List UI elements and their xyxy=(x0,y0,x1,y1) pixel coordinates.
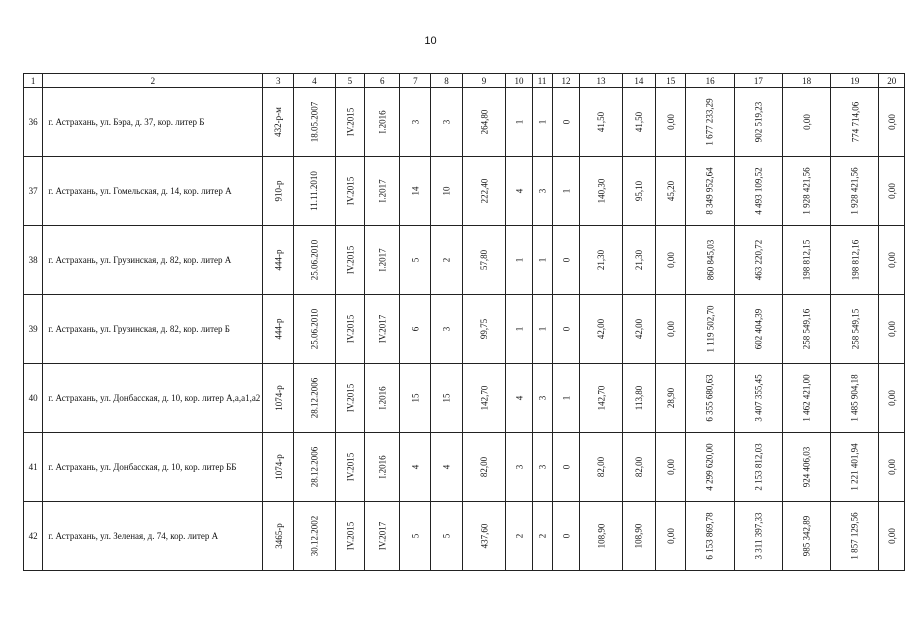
cell-value: I.2016 xyxy=(377,455,388,479)
cell-value: 0,00 xyxy=(886,459,897,475)
cell-value: 21,30 xyxy=(595,249,606,271)
cell-value: I.2016 xyxy=(377,110,388,134)
cell-c13 xyxy=(580,295,622,364)
cell-value: 3 xyxy=(441,119,452,125)
cell-value: 0,00 xyxy=(886,321,897,337)
cell-value: 1 xyxy=(537,257,548,263)
cell-c5 xyxy=(335,433,365,502)
cell-c5 xyxy=(335,157,365,226)
cell-value: 42,00 xyxy=(595,318,606,340)
cell-c3 xyxy=(263,433,294,502)
cell-value: 25.06.2010 xyxy=(309,239,320,281)
cell-c11 xyxy=(532,295,552,364)
cell-value: 924 406,03 xyxy=(801,446,812,488)
header-row xyxy=(24,74,905,88)
cell-c9 xyxy=(462,295,506,364)
cell-value: 4 xyxy=(441,464,452,470)
cell-value: 6 355 680,63 xyxy=(705,374,716,422)
cell-value: 25.06.2010 xyxy=(309,308,320,350)
address-cell: г. Астрахань, ул. Зеленая, д. 74, кор. литер А xyxy=(43,502,263,571)
cell-c18 xyxy=(782,226,830,295)
cell-value: 437,60 xyxy=(479,523,489,549)
cell-c8 xyxy=(431,502,462,571)
cell-c15 xyxy=(656,88,686,157)
cell-c17 xyxy=(734,364,782,433)
row-number: 40 xyxy=(24,364,43,433)
cell-value: 0,00 xyxy=(665,528,676,544)
cell-value: 0,00 xyxy=(665,321,676,337)
address-cell: г. Астрахань, ул. Донбасская, д. 10, кор. литер А,а,а1,а2 xyxy=(43,364,263,433)
cell-c17 xyxy=(734,433,782,502)
header-cell: 8 xyxy=(431,74,462,88)
cell-c19 xyxy=(831,88,879,157)
cell-c11 xyxy=(532,157,552,226)
cell-c6 xyxy=(365,502,400,571)
cell-c7 xyxy=(400,502,431,571)
cell-value: 3 xyxy=(441,326,452,332)
cell-value: 108,90 xyxy=(595,523,606,549)
cell-c4 xyxy=(294,88,336,157)
header-cell: 7 xyxy=(400,74,431,88)
cell-c19 xyxy=(831,157,879,226)
cell-value: 463 220,72 xyxy=(753,239,764,281)
cell-value: 0,00 xyxy=(665,459,676,475)
cell-c15 xyxy=(656,364,686,433)
cell-c20 xyxy=(879,364,905,433)
row-number: 37 xyxy=(24,157,43,226)
cell-value: 0,00 xyxy=(886,528,897,544)
cell-value: 1 857 129,56 xyxy=(849,512,860,560)
cell-value: 1 677 233,29 xyxy=(705,98,716,146)
cell-value: 902 519,23 xyxy=(753,101,764,143)
cell-c11 xyxy=(532,88,552,157)
cell-c14 xyxy=(622,502,656,571)
cell-c17 xyxy=(734,502,782,571)
cell-c13 xyxy=(580,157,622,226)
cell-c7 xyxy=(400,364,431,433)
cell-c11 xyxy=(532,433,552,502)
cell-value: IV.2015 xyxy=(344,107,355,137)
cell-c9 xyxy=(462,157,506,226)
cell-c7 xyxy=(400,226,431,295)
cell-value: 5 xyxy=(441,533,452,539)
cell-value: 10 xyxy=(441,186,452,196)
cell-value: 82,00 xyxy=(595,456,606,478)
header-cell: 19 xyxy=(831,74,879,88)
cell-c8 xyxy=(431,88,462,157)
cell-c5 xyxy=(335,502,365,571)
cell-c15 xyxy=(656,157,686,226)
cell-value: 258 549,16 xyxy=(801,308,812,350)
cell-value: 198 812,16 xyxy=(849,239,860,281)
cell-value: 142,70 xyxy=(595,385,606,411)
row-number: 39 xyxy=(24,295,43,364)
cell-value: IV.2015 xyxy=(344,176,355,206)
cell-value: 222,40 xyxy=(479,178,489,204)
cell-value: 3 311 397,33 xyxy=(753,512,764,560)
cell-value: 108,90 xyxy=(633,523,644,549)
cell-c3 xyxy=(263,502,294,571)
cell-value: 82,00 xyxy=(633,456,644,478)
cell-c14 xyxy=(622,433,656,502)
cell-value: 3 xyxy=(410,119,421,125)
cell-c7 xyxy=(400,88,431,157)
cell-value: I.2017 xyxy=(377,179,388,203)
cell-value: 0,00 xyxy=(886,390,897,406)
cell-value: 1 xyxy=(537,326,548,332)
cell-c9 xyxy=(462,433,506,502)
cell-value: 3 xyxy=(537,464,548,470)
cell-value: 1 119 502,70 xyxy=(705,305,716,353)
cell-c5 xyxy=(335,226,365,295)
cell-c20 xyxy=(879,157,905,226)
cell-c8 xyxy=(431,157,462,226)
data-table xyxy=(23,73,905,571)
header-cell: 17 xyxy=(734,74,782,88)
header-cell: 12 xyxy=(552,74,580,88)
cell-value: 4 xyxy=(513,395,524,401)
cell-c20 xyxy=(879,433,905,502)
cell-value: 444-р xyxy=(273,318,284,340)
cell-c10 xyxy=(506,364,532,433)
cell-c11 xyxy=(532,226,552,295)
cell-c16 xyxy=(686,364,734,433)
header-cell: 20 xyxy=(879,74,905,88)
header-cell: 3 xyxy=(263,74,294,88)
cell-c15 xyxy=(656,502,686,571)
cell-c7 xyxy=(400,295,431,364)
cell-c4 xyxy=(294,502,336,571)
cell-value: 1 xyxy=(513,257,524,263)
cell-c9 xyxy=(462,364,506,433)
cell-c5 xyxy=(335,295,365,364)
cell-value: 0 xyxy=(561,257,572,263)
cell-c10 xyxy=(506,226,532,295)
cell-c15 xyxy=(656,226,686,295)
cell-value: 3 xyxy=(537,188,548,194)
cell-c13 xyxy=(580,364,622,433)
cell-value: 95,10 xyxy=(633,180,644,202)
cell-value: 42,00 xyxy=(633,318,644,340)
cell-value: 1 462 421,00 xyxy=(801,374,812,422)
cell-c6 xyxy=(365,364,400,433)
cell-value: 41,50 xyxy=(633,111,644,133)
cell-c10 xyxy=(506,295,532,364)
cell-value: 0,00 xyxy=(665,114,676,130)
cell-c13 xyxy=(580,502,622,571)
row-number: 36 xyxy=(24,88,43,157)
cell-value: 140,30 xyxy=(595,178,606,204)
cell-c14 xyxy=(622,226,656,295)
cell-value: 774 714,06 xyxy=(849,101,860,143)
address-cell: г. Астрахань, ул. Грузинская, д. 82, кор. литер А xyxy=(43,226,263,295)
header-cell: 15 xyxy=(656,74,686,88)
cell-value: 82,00 xyxy=(479,456,489,478)
cell-value: 4 xyxy=(513,188,524,194)
cell-c6 xyxy=(365,157,400,226)
cell-value: 5 xyxy=(410,257,421,263)
cell-c6 xyxy=(365,295,400,364)
row-number: 41 xyxy=(24,433,43,502)
address-cell: г. Астрахань, ул. Бэра, д. 37, кор. литер Б xyxy=(43,88,263,157)
header-cell: 5 xyxy=(335,74,365,88)
cell-c10 xyxy=(506,88,532,157)
cell-value: 113,80 xyxy=(633,385,644,411)
cell-c13 xyxy=(580,226,622,295)
cell-value: 0 xyxy=(561,119,572,125)
table-row xyxy=(24,295,905,364)
cell-value: 4 493 109,52 xyxy=(753,167,764,215)
cell-c4 xyxy=(294,295,336,364)
cell-c12 xyxy=(552,226,580,295)
cell-value: 1 xyxy=(513,326,524,332)
cell-value: 0 xyxy=(561,533,572,539)
cell-c18 xyxy=(782,88,830,157)
cell-c4 xyxy=(294,157,336,226)
cell-value: IV.2015 xyxy=(344,383,355,413)
header-cell: 11 xyxy=(532,74,552,88)
cell-value: 432-р-м xyxy=(273,107,284,137)
cell-c10 xyxy=(506,157,532,226)
cell-value: 142,70 xyxy=(479,385,489,411)
cell-value: 1 xyxy=(513,119,524,125)
row-number: 42 xyxy=(24,502,43,571)
cell-value: 2 xyxy=(441,257,452,263)
table-row xyxy=(24,157,905,226)
cell-c12 xyxy=(552,364,580,433)
cell-c16 xyxy=(686,88,734,157)
page-number: 10 xyxy=(424,35,437,47)
cell-value: 602 404,39 xyxy=(753,308,764,350)
cell-value: 0,00 xyxy=(801,114,812,130)
cell-c16 xyxy=(686,226,734,295)
cell-c19 xyxy=(831,295,879,364)
cell-c8 xyxy=(431,433,462,502)
cell-c12 xyxy=(552,433,580,502)
cell-value: 30.12.2002 xyxy=(309,515,320,557)
cell-c3 xyxy=(263,364,294,433)
cell-value: 21,30 xyxy=(633,249,644,271)
cell-c8 xyxy=(431,364,462,433)
address-cell: г. Астрахань, ул. Донбасская, д. 10, кор. литер ББ xyxy=(43,433,263,502)
cell-c3 xyxy=(263,157,294,226)
cell-c7 xyxy=(400,433,431,502)
header-cell: 6 xyxy=(365,74,400,88)
cell-c12 xyxy=(552,502,580,571)
cell-value: 3 407 355,45 xyxy=(753,374,764,422)
cell-value: 3 xyxy=(537,395,548,401)
cell-c18 xyxy=(782,157,830,226)
cell-value: 2 153 812,03 xyxy=(753,443,764,491)
table-row xyxy=(24,502,905,571)
cell-c5 xyxy=(335,88,365,157)
cell-c8 xyxy=(431,226,462,295)
cell-c14 xyxy=(622,157,656,226)
cell-c13 xyxy=(580,88,622,157)
cell-c14 xyxy=(622,88,656,157)
table-row xyxy=(24,364,905,433)
cell-value: IV.2015 xyxy=(344,521,355,551)
cell-value: 0,00 xyxy=(886,114,897,130)
cell-value: 1 221 401,94 xyxy=(849,443,860,491)
cell-c16 xyxy=(686,433,734,502)
cell-value: 6 xyxy=(410,326,421,332)
cell-c4 xyxy=(294,433,336,502)
cell-value: 258 549,15 xyxy=(849,308,860,350)
header-cell: 13 xyxy=(580,74,622,88)
table-row xyxy=(24,226,905,295)
cell-value: 2 xyxy=(513,533,524,539)
cell-c18 xyxy=(782,433,830,502)
cell-value: 1 928 421,56 xyxy=(849,167,860,215)
cell-value: 1 485 904,18 xyxy=(849,374,860,422)
cell-value: 985 342,89 xyxy=(801,515,812,557)
cell-c3 xyxy=(263,88,294,157)
cell-c7 xyxy=(400,157,431,226)
cell-value: 1074-р xyxy=(273,454,284,480)
cell-value: 15 xyxy=(410,393,421,403)
cell-c15 xyxy=(656,433,686,502)
cell-c19 xyxy=(831,433,879,502)
cell-value: 1074-р xyxy=(273,385,284,411)
cell-c19 xyxy=(831,502,879,571)
cell-c9 xyxy=(462,88,506,157)
cell-value: 2 xyxy=(537,533,548,539)
cell-c17 xyxy=(734,226,782,295)
cell-value: 3 xyxy=(513,464,524,470)
cell-value: 198 812,15 xyxy=(801,239,812,281)
cell-value: 28,90 xyxy=(665,387,676,409)
table-row xyxy=(24,433,905,502)
cell-c15 xyxy=(656,295,686,364)
header-cell: 14 xyxy=(622,74,656,88)
cell-value: 8 349 952,64 xyxy=(705,167,716,215)
cell-c6 xyxy=(365,433,400,502)
cell-value: 1 xyxy=(537,119,548,125)
cell-c11 xyxy=(532,502,552,571)
cell-c9 xyxy=(462,502,506,571)
cell-value: IV.2015 xyxy=(344,452,355,482)
cell-value: 910-р xyxy=(273,180,284,202)
table-row xyxy=(24,88,905,157)
header-cell: 10 xyxy=(506,74,532,88)
cell-value: 0,00 xyxy=(886,252,897,268)
cell-value: 0,00 xyxy=(886,183,897,199)
cell-c9 xyxy=(462,226,506,295)
cell-c11 xyxy=(532,364,552,433)
cell-value: I.2016 xyxy=(377,386,388,410)
cell-value: 444-р xyxy=(273,249,284,271)
cell-c10 xyxy=(506,433,532,502)
cell-value: 15 xyxy=(441,393,452,403)
header-cell: 18 xyxy=(782,74,830,88)
cell-c12 xyxy=(552,88,580,157)
cell-c8 xyxy=(431,295,462,364)
cell-c6 xyxy=(365,88,400,157)
cell-value: 1 xyxy=(561,188,572,194)
cell-value: 860 845,03 xyxy=(705,239,716,281)
cell-value: IV.2017 xyxy=(377,521,388,551)
cell-c17 xyxy=(734,88,782,157)
cell-value: 0,00 xyxy=(665,252,676,268)
cell-c5 xyxy=(335,364,365,433)
header-cell: 2 xyxy=(43,74,263,88)
cell-c18 xyxy=(782,502,830,571)
cell-c12 xyxy=(552,295,580,364)
address-cell: г. Астрахань, ул. Гомельская, д. 14, кор. литер А xyxy=(43,157,263,226)
cell-value: 99,75 xyxy=(479,318,489,340)
cell-value: 45,20 xyxy=(665,180,676,202)
cell-value: 1 928 421,56 xyxy=(801,167,812,215)
cell-c20 xyxy=(879,226,905,295)
cell-c4 xyxy=(294,364,336,433)
cell-value: 28.12.2006 xyxy=(309,446,320,488)
cell-value: I.2017 xyxy=(377,248,388,272)
cell-value: IV.2015 xyxy=(344,245,355,275)
cell-c17 xyxy=(734,157,782,226)
cell-value: 57,80 xyxy=(479,249,489,271)
cell-c13 xyxy=(580,433,622,502)
cell-value: 6 153 869,78 xyxy=(705,512,716,560)
address-cell: г. Астрахань, ул. Грузинская, д. 82, кор. литер Б xyxy=(43,295,263,364)
cell-c16 xyxy=(686,157,734,226)
cell-value: 4 xyxy=(410,464,421,470)
cell-c3 xyxy=(263,295,294,364)
cell-value: 3465-р xyxy=(273,523,284,549)
cell-c3 xyxy=(263,226,294,295)
cell-value: 4 299 620,00 xyxy=(705,443,716,491)
cell-c19 xyxy=(831,226,879,295)
cell-value: 41,50 xyxy=(595,111,606,133)
cell-c16 xyxy=(686,295,734,364)
cell-value: 5 xyxy=(410,533,421,539)
cell-value: IV.2015 xyxy=(344,314,355,344)
cell-c14 xyxy=(622,364,656,433)
cell-c10 xyxy=(506,502,532,571)
cell-value: 0 xyxy=(561,464,572,470)
cell-c20 xyxy=(879,295,905,364)
cell-value: 1 xyxy=(561,395,572,401)
header-cell: 16 xyxy=(686,74,734,88)
cell-value: 11.11.2010 xyxy=(309,171,320,211)
cell-c18 xyxy=(782,364,830,433)
row-number: 38 xyxy=(24,226,43,295)
cell-c20 xyxy=(879,88,905,157)
cell-c20 xyxy=(879,502,905,571)
header-cell: 9 xyxy=(462,74,506,88)
cell-c12 xyxy=(552,157,580,226)
cell-c4 xyxy=(294,226,336,295)
header-cell: 1 xyxy=(24,74,43,88)
cell-value: 0 xyxy=(561,326,572,332)
cell-c19 xyxy=(831,364,879,433)
cell-value: 14 xyxy=(410,186,421,196)
cell-value: 28.12.2006 xyxy=(309,377,320,419)
cell-c17 xyxy=(734,295,782,364)
cell-c6 xyxy=(365,226,400,295)
cell-value: 264,80 xyxy=(479,109,489,135)
cell-c16 xyxy=(686,502,734,571)
header-cell: 4 xyxy=(294,74,336,88)
cell-c14 xyxy=(622,295,656,364)
cell-value: 18.05.2007 xyxy=(309,101,320,143)
cell-c18 xyxy=(782,295,830,364)
cell-value: IV.2017 xyxy=(377,314,388,344)
